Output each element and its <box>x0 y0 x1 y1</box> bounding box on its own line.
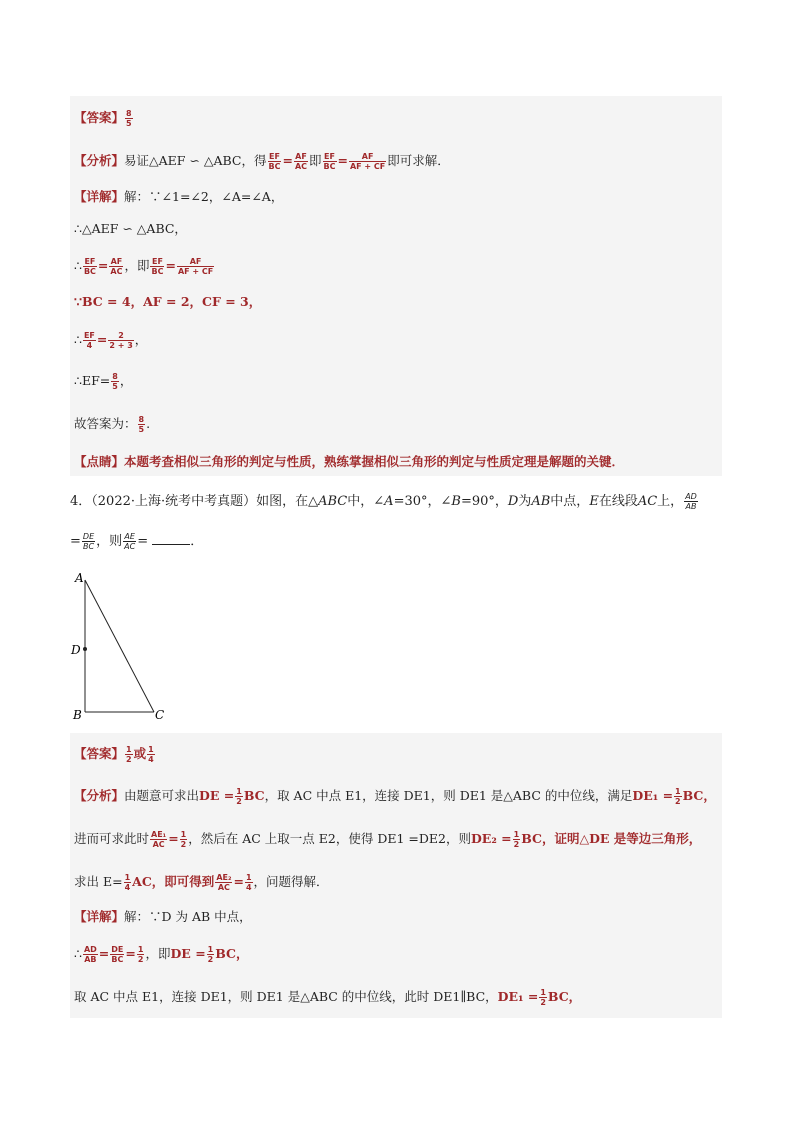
label-d: D <box>71 643 81 657</box>
answer-blank <box>152 532 190 545</box>
side-ac <box>85 580 154 712</box>
detail-tag: 【详解】 <box>74 189 125 204</box>
step-line-4: ∴△AEF ∽ △ABC， <box>74 221 187 236</box>
analysis2-line-3: 求出 E= $\frac{1}{4}$ AC，即可得到 $\frac{\text{AE₂}}{AC}$ = $\frac{1}{4}$ ，问题得解． <box>74 873 329 892</box>
point-d <box>83 647 87 651</box>
answer2-line: 【答案】 $\frac{1}{2}$ 或 $\frac{1}{4}$ <box>74 745 154 764</box>
analysis-tag: 【分析】 <box>74 153 125 168</box>
answer-tag: 【答案】 <box>74 110 125 125</box>
analysis2-line-1: 【分析】由题意可求出DE = $\frac{1}{2}$ BC，取 AC 中点 E1，连接 DE1，则 DE1 是△ABC 的中位线，满足DE₁ = $\frac{1}{2}$ BC， <box>74 787 716 806</box>
detail2-line-1: 【详解】解：∵D 为 AB 中点， <box>74 909 252 924</box>
analysis-line: 【分析】易证△AEF ∽ △ABC，得 $\frac{EF}{BC}$ = $\frac{AF}{AC}$ 即 $\frac{EF}{BC}$ = $\frac{AF}{AF + CF}$ 即可求解． <box>74 152 450 171</box>
step-line-7: ∴ $\frac{EF}{4}$ = $\frac{2}{2 + 3}$ ， <box>74 331 148 350</box>
detail2-line-2: ∴ $\frac{AD}{AB}$ = $\frac{DE}{BC}$ = $\frac{1}{2}$ ，即DE = $\frac{1}{2}$ BC， <box>74 945 249 964</box>
step-line-8: ∴EF= $\frac{8}{5}$ ， <box>74 372 133 391</box>
answer-line <box>74 108 134 128</box>
analysis2-line-2: 进而可求此时 $\frac{\text{AE₁}}{AC}$ = $\frac{1}{2}$ ，然后在 AC 上取一点 E2，使得 DE1 =DE2，则DE₂ = $\frac{1}{2}$ BC，证明△DE 是等边三角形， <box>74 830 702 849</box>
solution-block-1 <box>70 96 722 476</box>
label-a: A <box>75 571 84 585</box>
label-b: B <box>73 708 82 722</box>
solution-block-2 <box>70 733 722 1018</box>
label-c: C <box>155 708 165 722</box>
question-line-1: 4．（2022·上海·统考中考真题）如图，在△ABC中，∠A=30°，∠B=90°，D为AB中点，E在线段AC上， $\frac{AD}{AB}$ <box>70 492 697 511</box>
step-line-5: ∴ $\frac{EF}{BC}$ = $\frac{AF}{AC}$ ，即 $\frac{EF}{BC}$ = $\frac{AF}{AF + CF}$ <box>74 257 214 276</box>
step-line-6: ∵BC = 4，AF = 2，CF = 3， <box>74 294 262 309</box>
question-line-2: = $\frac{DE}{BC}$ ，则 $\frac{AE}{AC}$ = ． <box>70 532 204 551</box>
triangle-figure <box>66 568 206 728</box>
detail2-line-3: 取 AC 中点 E1，连接 DE1，则 DE1 是△ABC 的中位线，此时 DE1∥BC，DE₁ = $\frac{1}{2}$ BC， <box>74 988 582 1007</box>
point-line: 【点睛】本题考查相似三角形的判定与性质，熟练掌握相似三角形的判定与性质定理是解题的关键． <box>74 454 625 469</box>
detail-line: 【详解】解：∵∠1=∠2，∠A=∠A， <box>74 189 284 204</box>
step-line-9: 故答案为： $\frac{8}{5}$ . <box>74 415 151 434</box>
answer-fraction: $\frac{8}{5}$ <box>126 109 132 128</box>
point-tag: 【点睛】 <box>74 454 125 469</box>
